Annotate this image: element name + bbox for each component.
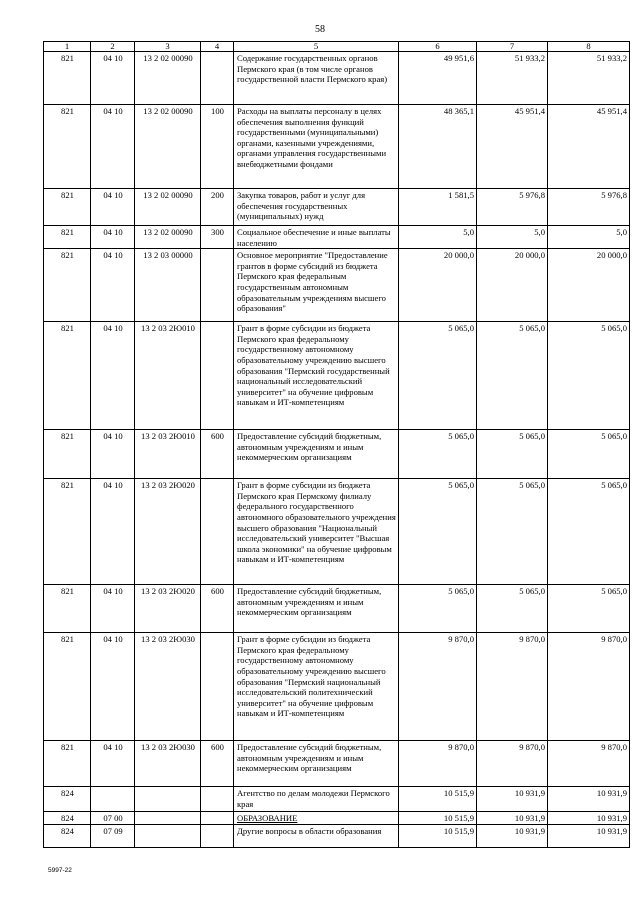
section-code-cell: 04 10 xyxy=(91,52,135,105)
target-article-cell: 13 2 03 2Ю020 xyxy=(135,479,201,585)
target-article-cell: 13 2 03 2Ю020 xyxy=(135,585,201,633)
expense-type-cell: 600 xyxy=(201,741,234,787)
amount-2023-cell: 9 870,0 xyxy=(477,741,548,787)
admin-code-cell: 821 xyxy=(44,430,91,479)
amount-2024-cell: 20 000,0 xyxy=(548,249,630,322)
amount-2023-cell: 51 933,2 xyxy=(477,52,548,105)
admin-code-cell: 821 xyxy=(44,479,91,585)
amount-2022-cell: 5 065,0 xyxy=(399,585,477,633)
description-cell: Грант в форме субсидии из бюджета Пермского края Пермскому филиалу федерального государственного автономного образовательного учреждения высшего образования "Национальный исследовательский университет "Высшая школа экономики" на обучение цифровым навыкам и ИТ-компетенциям xyxy=(234,479,399,585)
expense-type-cell xyxy=(201,633,234,741)
admin-code-cell: 821 xyxy=(44,322,91,430)
amount-2024-cell: 5 065,0 xyxy=(548,585,630,633)
amount-2022-cell: 20 000,0 xyxy=(399,249,477,322)
target-article-cell xyxy=(135,824,201,847)
amount-2022-cell: 49 951,6 xyxy=(399,52,477,105)
expense-type-cell xyxy=(201,787,234,812)
column-header-3: 3 xyxy=(135,42,201,52)
section-code-cell: 07 09 xyxy=(91,824,135,847)
section-code-cell: 04 10 xyxy=(91,479,135,585)
section-code-cell: 04 10 xyxy=(91,322,135,430)
page-number: 58 xyxy=(315,24,325,35)
description-cell: ОБРАЗОВАНИЕ xyxy=(234,812,399,825)
admin-code-cell: 821 xyxy=(44,189,91,226)
table-row xyxy=(44,105,630,189)
section-code-cell: 04 10 xyxy=(91,105,135,189)
section-code-cell: 04 10 xyxy=(91,633,135,741)
table-row xyxy=(44,249,630,322)
section-code-cell: 04 10 xyxy=(91,741,135,787)
description-cell: Предоставление субсидий бюджетным, автономным учреждениям и иным некоммерческим организациям xyxy=(234,585,399,633)
admin-code-cell: 821 xyxy=(44,741,91,787)
amount-2023-cell: 5 065,0 xyxy=(477,430,548,479)
budget-table xyxy=(43,41,630,848)
amount-2022-cell: 48 365,1 xyxy=(399,105,477,189)
target-article-cell: 13 2 02 00090 xyxy=(135,189,201,226)
target-article-cell: 13 2 02 00090 xyxy=(135,52,201,105)
description-cell: Предоставление субсидий бюджетным, автономным учреждениям и иным некоммерческим организациям xyxy=(234,430,399,479)
expense-type-cell xyxy=(201,812,234,825)
amount-2024-cell: 9 870,0 xyxy=(548,741,630,787)
description-cell: Содержание государственных органов Пермского края (в том числе органов государственной власти Пермского края) xyxy=(234,52,399,105)
amount-2023-cell: 5,0 xyxy=(477,226,548,249)
description-cell: Социальное обеспечение и иные выплаты населению xyxy=(234,226,399,249)
table-row xyxy=(44,52,630,105)
amount-2022-cell: 5 065,0 xyxy=(399,479,477,585)
target-article-cell xyxy=(135,787,201,812)
amount-2022-cell: 5,0 xyxy=(399,226,477,249)
expense-type-cell: 100 xyxy=(201,105,234,189)
description-cell: Расходы на выплаты персоналу в целях обеспечения выполнения функций государственными (муниципальными) органами, казенными учреждениями, органами управления государственными внебюджетными фондами xyxy=(234,105,399,189)
table-row xyxy=(44,741,630,787)
admin-code-cell: 824 xyxy=(44,824,91,847)
admin-code-cell: 821 xyxy=(44,585,91,633)
section-code-cell: 04 10 xyxy=(91,249,135,322)
amount-2024-cell: 5,0 xyxy=(548,226,630,249)
expense-type-cell: 600 xyxy=(201,430,234,479)
expense-type-cell xyxy=(201,249,234,322)
section-code-cell: 07 00 xyxy=(91,812,135,825)
section-code-cell: 04 10 xyxy=(91,226,135,249)
expense-type-cell xyxy=(201,479,234,585)
amount-2022-cell: 10 515,9 xyxy=(399,824,477,847)
amount-2024-cell: 10 931,9 xyxy=(548,787,630,812)
admin-code-cell: 821 xyxy=(44,52,91,105)
amount-2022-cell: 5 065,0 xyxy=(399,430,477,479)
amount-2024-cell: 5 065,0 xyxy=(548,479,630,585)
amount-2024-cell: 5 065,0 xyxy=(548,430,630,479)
table-row xyxy=(44,189,630,226)
table-row xyxy=(44,824,630,847)
admin-code-cell: 821 xyxy=(44,633,91,741)
column-header-1: 1 xyxy=(44,42,91,52)
section-code-cell: 04 10 xyxy=(91,585,135,633)
expense-type-cell: 300 xyxy=(201,226,234,249)
table-row xyxy=(44,322,630,430)
table-row xyxy=(44,812,630,825)
target-article-cell: 13 2 03 00000 xyxy=(135,249,201,322)
amount-2023-cell: 5 065,0 xyxy=(477,322,548,430)
section-code-cell xyxy=(91,787,135,812)
amount-2023-cell: 45 951,4 xyxy=(477,105,548,189)
table-row xyxy=(44,585,630,633)
expense-type-cell xyxy=(201,322,234,430)
section-code-cell: 04 10 xyxy=(91,430,135,479)
column-header-4: 4 xyxy=(201,42,234,52)
amount-2024-cell: 10 931,9 xyxy=(548,824,630,847)
admin-code-cell: 821 xyxy=(44,105,91,189)
column-header-5: 5 xyxy=(234,42,399,52)
column-header-2: 2 xyxy=(91,42,135,52)
expense-type-cell: 600 xyxy=(201,585,234,633)
target-article-cell: 13 2 03 2Ю030 xyxy=(135,741,201,787)
section-code-cell: 04 10 xyxy=(91,189,135,226)
target-article-cell xyxy=(135,812,201,825)
description-cell: Закупка товаров, работ и услуг для обеспечения государственных (муниципальных) нужд xyxy=(234,189,399,226)
target-article-cell: 13 2 02 00090 xyxy=(135,226,201,249)
amount-2022-cell: 9 870,0 xyxy=(399,741,477,787)
amount-2023-cell: 20 000,0 xyxy=(477,249,548,322)
column-number-row xyxy=(44,42,630,52)
amount-2024-cell: 10 931,9 xyxy=(548,812,630,825)
description-cell: Основное мероприятие "Предоставление грантов в форме субсидий из бюджета Пермского края федеральным государственным автономным образовательным учреждениям высшего образования" xyxy=(234,249,399,322)
amount-2024-cell: 9 870,0 xyxy=(548,633,630,741)
amount-2022-cell: 10 515,9 xyxy=(399,787,477,812)
target-article-cell: 13 2 03 2Ю010 xyxy=(135,430,201,479)
admin-code-cell: 821 xyxy=(44,226,91,249)
table-row xyxy=(44,430,630,479)
table-row xyxy=(44,787,630,812)
amount-2024-cell: 45 951,4 xyxy=(548,105,630,189)
table-row xyxy=(44,479,630,585)
column-header-6: 6 xyxy=(399,42,477,52)
table-row xyxy=(44,226,630,249)
document-code: 5997-22 xyxy=(48,867,72,874)
amount-2022-cell: 1 581,5 xyxy=(399,189,477,226)
amount-2023-cell: 10 931,9 xyxy=(477,812,548,825)
amount-2023-cell: 10 931,9 xyxy=(477,787,548,812)
column-header-7: 7 xyxy=(477,42,548,52)
expense-type-cell: 200 xyxy=(201,189,234,226)
target-article-cell: 13 2 03 2Ю010 xyxy=(135,322,201,430)
amount-2023-cell: 10 931,9 xyxy=(477,824,548,847)
description-cell: Агентство по делам молодежи Пермского края xyxy=(234,787,399,812)
expense-type-cell xyxy=(201,824,234,847)
expense-type-cell xyxy=(201,52,234,105)
amount-2022-cell: 9 870,0 xyxy=(399,633,477,741)
target-article-cell: 13 2 03 2Ю030 xyxy=(135,633,201,741)
description-cell: Грант в форме субсидии из бюджета Пермского края федеральному государственному автономному образовательному учреждению высшего образования "Пермский национальный исследовательский политехнический университет" на обучение цифровым навыкам и ИТ-компетенциям xyxy=(234,633,399,741)
amount-2023-cell: 5 976,8 xyxy=(477,189,548,226)
amount-2024-cell: 5 065,0 xyxy=(548,322,630,430)
amount-2022-cell: 10 515,9 xyxy=(399,812,477,825)
admin-code-cell: 824 xyxy=(44,812,91,825)
admin-code-cell: 824 xyxy=(44,787,91,812)
amount-2022-cell: 5 065,0 xyxy=(399,322,477,430)
amount-2024-cell: 51 933,2 xyxy=(548,52,630,105)
amount-2024-cell: 5 976,8 xyxy=(548,189,630,226)
column-header-8: 8 xyxy=(548,42,630,52)
admin-code-cell: 821 xyxy=(44,249,91,322)
amount-2023-cell: 9 870,0 xyxy=(477,633,548,741)
amount-2023-cell: 5 065,0 xyxy=(477,585,548,633)
description-cell: Предоставление субсидий бюджетным, автономным учреждениям и иным некоммерческим организациям xyxy=(234,741,399,787)
amount-2023-cell: 5 065,0 xyxy=(477,479,548,585)
table-row xyxy=(44,633,630,741)
description-cell: Другие вопросы в области образования xyxy=(234,824,399,847)
description-cell: Грант в форме субсидии из бюджета Пермского края федеральному государственному автономному образовательному учреждению высшего образования "Пермский государственный национальный исследовательский университет" на обучение цифровым навыкам и ИТ-компетенциям xyxy=(234,322,399,430)
target-article-cell: 13 2 02 00090 xyxy=(135,105,201,189)
